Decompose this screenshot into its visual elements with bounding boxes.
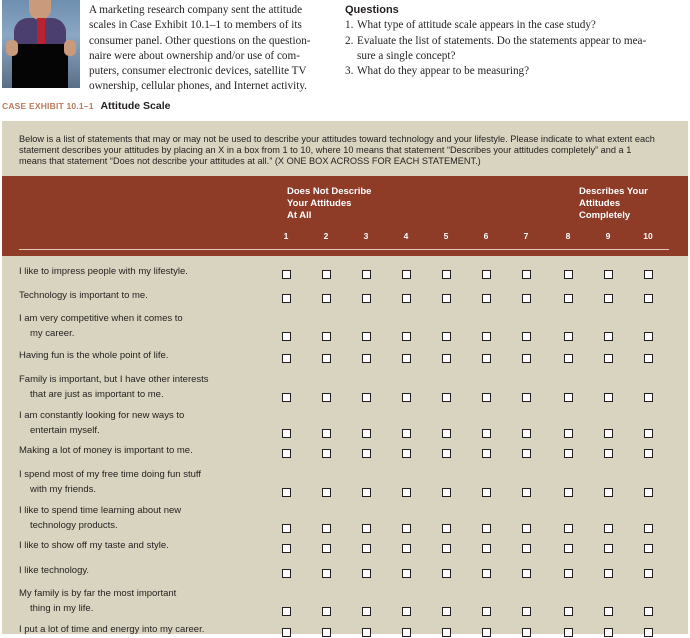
rating-checkbox-5[interactable] (442, 607, 451, 616)
rating-checkbox-2[interactable] (322, 270, 331, 279)
rating-checkbox-4[interactable] (402, 524, 411, 533)
high-anchor-line: Attitudes (579, 198, 621, 209)
statement-line: I like to show off my taste and style. (19, 540, 169, 551)
rating-checkbox-8[interactable] (564, 544, 573, 553)
rating-checkbox-8[interactable] (564, 294, 573, 303)
rating-checkbox-3[interactable] (362, 524, 371, 533)
photo-left-hand (6, 40, 18, 56)
photo-head (29, 0, 51, 20)
low-anchor-line: Does Not Describe (287, 186, 372, 197)
rating-checkbox-5[interactable] (442, 332, 451, 341)
rating-checkbox-7[interactable] (522, 607, 531, 616)
rating-checkbox-10[interactable] (644, 628, 653, 637)
statement-text (19, 539, 249, 554)
rating-checkbox-4[interactable] (402, 354, 411, 363)
rating-checkbox-9[interactable] (604, 294, 613, 303)
statement-line: technology products. (30, 519, 118, 531)
statement-line: my career. (30, 327, 75, 339)
scale-instructions: Below is a list of statements that may or may not be used to describe your attitudes toward technology and your lifestyle. Please indicate to what extent each statement describes your attitudes by placing an X in a box from 1 to 10, where 10 means that statement “Describes your attitudes completely” and a 1 means that statement “Does not describe your attitudes at all.” (X ONE BOX ACROSS FOR EACH STATEMENT.) (19, 134, 655, 167)
rating-checkbox-1[interactable] (282, 544, 291, 553)
rating-checkbox-8[interactable] (564, 524, 573, 533)
statement-line: Having fun is the whole point of life. (19, 350, 169, 361)
rating-checkbox-3[interactable] (362, 294, 371, 303)
high-anchor-line: Completely (579, 210, 631, 221)
rating-checkbox-5[interactable] (442, 569, 451, 578)
rating-checkbox-7[interactable] (522, 628, 531, 637)
rating-checkbox-9[interactable] (604, 354, 613, 363)
rating-checkbox-10[interactable] (644, 429, 653, 438)
rating-checkbox-8[interactable] (564, 569, 573, 578)
exhibit-title: Attitude Scale (100, 100, 171, 112)
intro-line: A marketing research company sent the attitude (89, 4, 303, 16)
rating-checkbox-4[interactable] (402, 569, 411, 578)
rating-checkbox-3[interactable] (362, 449, 371, 458)
question-item (345, 34, 690, 65)
rating-checkbox-3[interactable] (362, 354, 371, 363)
rating-checkbox-2[interactable] (322, 332, 331, 341)
rating-checkbox-6[interactable] (482, 628, 491, 637)
rating-checkbox-1[interactable] (282, 524, 291, 533)
rating-checkbox-6[interactable] (482, 294, 491, 303)
rating-checkbox-2[interactable] (322, 429, 331, 438)
businessman-photo (2, 0, 80, 88)
rating-checkbox-5[interactable] (442, 449, 451, 458)
rating-checkbox-9[interactable] (604, 270, 613, 279)
rating-checkbox-1[interactable] (282, 429, 291, 438)
question-item (345, 18, 690, 33)
rating-checkbox-1[interactable] (282, 488, 291, 497)
statement-line: with my friends. (30, 483, 96, 495)
rating-checkbox-7[interactable] (522, 332, 531, 341)
statement-text (19, 265, 249, 280)
rating-checkbox-10[interactable] (644, 354, 653, 363)
statement-line: that are just as important to me. (30, 388, 164, 400)
rating-checkbox-7[interactable] (522, 569, 531, 578)
rating-checkbox-6[interactable] (482, 488, 491, 497)
statement-line: Technology is important to me. (19, 290, 148, 301)
rating-checkbox-9[interactable] (604, 607, 613, 616)
rating-checkbox-1[interactable] (282, 354, 291, 363)
statement-line: My family is by far the most important (19, 588, 177, 599)
rating-checkbox-4[interactable] (402, 332, 411, 341)
rating-checkbox-9[interactable] (604, 524, 613, 533)
statement-text (19, 312, 249, 341)
rating-checkbox-8[interactable] (564, 628, 573, 637)
rating-checkbox-6[interactable] (482, 429, 491, 438)
rating-checkbox-6[interactable] (482, 332, 491, 341)
rating-checkbox-6[interactable] (482, 607, 491, 616)
question-text: What type of attitude scale appears in the case study? (357, 19, 596, 32)
rating-checkbox-3[interactable] (362, 270, 371, 279)
rating-checkbox-7[interactable] (522, 354, 531, 363)
rating-checkbox-10[interactable] (644, 488, 653, 497)
rating-checkbox-7[interactable] (522, 544, 531, 553)
statement-line: I like technology. (19, 565, 90, 576)
rating-checkbox-10[interactable] (644, 393, 653, 402)
rating-checkbox-8[interactable] (564, 607, 573, 616)
exhibit-tag: CASE EXHIBIT 10.1–1 (2, 101, 94, 111)
questions-title: Questions (345, 4, 399, 16)
rating-checkbox-10[interactable] (644, 270, 653, 279)
rating-checkbox-3[interactable] (362, 393, 371, 402)
rating-checkbox-6[interactable] (482, 270, 491, 279)
statement-line: I am constantly looking for new ways to (19, 410, 185, 421)
rating-checkbox-10[interactable] (644, 569, 653, 578)
scale-number: 7 (523, 231, 529, 241)
rating-checkbox-9[interactable] (604, 332, 613, 341)
question-text: What do they appear to be measuring? (357, 65, 530, 78)
rating-checkbox-10[interactable] (644, 294, 653, 303)
rating-checkbox-1[interactable] (282, 294, 291, 303)
statement-text (19, 504, 249, 533)
rating-checkbox-6[interactable] (482, 354, 491, 363)
question-number: 3. (345, 65, 354, 78)
rating-checkbox-6[interactable] (482, 524, 491, 533)
rating-checkbox-10[interactable] (644, 449, 653, 458)
rating-checkbox-2[interactable] (322, 354, 331, 363)
statement-text (19, 444, 249, 459)
intro-line: puters, consumer electronic devices, satellite TV (89, 65, 307, 78)
rating-checkbox-2[interactable] (322, 524, 331, 533)
scale-number: 10 (643, 231, 653, 241)
question-item (345, 64, 690, 79)
high-anchor-label (579, 186, 689, 222)
rating-checkbox-1[interactable] (282, 332, 291, 341)
rating-checkbox-8[interactable] (564, 393, 573, 402)
rating-checkbox-3[interactable] (362, 488, 371, 497)
rating-checkbox-10[interactable] (644, 544, 653, 553)
statement-line: entertain myself. (30, 424, 100, 436)
case-intro-text (89, 3, 327, 95)
rating-checkbox-2[interactable] (322, 569, 331, 578)
rating-checkbox-3[interactable] (362, 607, 371, 616)
scale-number: 2 (323, 231, 329, 241)
scale-number: 9 (605, 231, 611, 241)
rating-checkbox-5[interactable] (442, 544, 451, 553)
attitude-scale-panel (2, 121, 688, 634)
statement-text (19, 468, 249, 497)
rating-checkbox-1[interactable] (282, 393, 291, 402)
intro-line: naire were about ownership and/or use of com- (89, 49, 300, 62)
photo-blank-sign (12, 44, 68, 88)
rating-checkbox-1[interactable] (282, 607, 291, 616)
rating-checkbox-3[interactable] (362, 569, 371, 578)
rating-checkbox-7[interactable] (522, 488, 531, 497)
statement-line: I like to spend time learning about new (19, 505, 182, 516)
rating-checkbox-6[interactable] (482, 393, 491, 402)
rating-checkbox-2[interactable] (322, 544, 331, 553)
rating-checkbox-4[interactable] (402, 607, 411, 616)
rating-checkbox-4[interactable] (402, 393, 411, 402)
rating-checkbox-5[interactable] (442, 488, 451, 497)
rating-checkbox-8[interactable] (564, 429, 573, 438)
low-anchor-label (287, 186, 407, 222)
rating-checkbox-9[interactable] (604, 393, 613, 402)
rating-checkbox-2[interactable] (322, 607, 331, 616)
rating-checkbox-2[interactable] (322, 449, 331, 458)
rating-checkbox-5[interactable] (442, 294, 451, 303)
rating-checkbox-2[interactable] (322, 488, 331, 497)
rating-checkbox-7[interactable] (522, 524, 531, 533)
rating-checkbox-1[interactable] (282, 449, 291, 458)
rating-checkbox-10[interactable] (644, 524, 653, 533)
rating-checkbox-7[interactable] (522, 294, 531, 303)
header-divider (19, 249, 669, 250)
rating-checkbox-5[interactable] (442, 524, 451, 533)
question-number: 1. (345, 19, 354, 32)
rating-checkbox-8[interactable] (564, 449, 573, 458)
rating-checkbox-5[interactable] (442, 429, 451, 438)
rating-checkbox-5[interactable] (442, 393, 451, 402)
statement-line: Making a lot of money is important to me. (19, 445, 193, 456)
low-anchor-line: At All (287, 210, 312, 221)
statement-text (19, 409, 249, 438)
statement-text (19, 564, 249, 579)
rating-checkbox-7[interactable] (522, 393, 531, 402)
rating-checkbox-2[interactable] (322, 628, 331, 637)
rating-checkbox-6[interactable] (482, 569, 491, 578)
rating-checkbox-1[interactable] (282, 628, 291, 637)
rating-checkbox-5[interactable] (442, 354, 451, 363)
intro-line: ownership, cellular phones, and Internet activity. (89, 80, 307, 93)
scale-header-band (2, 176, 688, 256)
rating-checkbox-8[interactable] (564, 354, 573, 363)
statement-text (19, 373, 249, 402)
scale-number: 4 (403, 231, 409, 241)
rating-checkbox-1[interactable] (282, 569, 291, 578)
rating-checkbox-10[interactable] (644, 607, 653, 616)
statement-line: I spend most of my free time doing fun stuff (19, 469, 201, 480)
rating-checkbox-5[interactable] (442, 628, 451, 637)
statement-line: I am very competitive when it comes to (19, 313, 183, 324)
scale-number: 8 (565, 231, 571, 241)
scale-number: 3 (363, 231, 369, 241)
rating-checkbox-9[interactable] (604, 569, 613, 578)
scale-number: 1 (283, 231, 289, 241)
rating-checkbox-7[interactable] (522, 449, 531, 458)
rating-checkbox-4[interactable] (402, 449, 411, 458)
rating-checkbox-2[interactable] (322, 393, 331, 402)
question-text: Evaluate the list of statements. Do the statements appear to mea- (357, 34, 647, 47)
statement-text (19, 289, 249, 304)
rating-checkbox-4[interactable] (402, 429, 411, 438)
rating-checkbox-9[interactable] (604, 488, 613, 497)
rating-checkbox-6[interactable] (482, 449, 491, 458)
statement-text (19, 623, 249, 638)
photo-right-hand (64, 40, 76, 56)
intro-line: consumer panel. Other questions on the question- (89, 34, 311, 47)
rating-checkbox-5[interactable] (442, 270, 451, 279)
rating-checkbox-4[interactable] (402, 294, 411, 303)
statement-line: Family is important, but I have other interests (19, 374, 209, 385)
rating-checkbox-8[interactable] (564, 488, 573, 497)
rating-checkbox-6[interactable] (482, 544, 491, 553)
statement-line: I put a lot of time and energy into my career. (19, 624, 205, 635)
rating-checkbox-9[interactable] (604, 429, 613, 438)
statement-text (19, 349, 249, 364)
scale-number-row (2, 231, 688, 245)
rating-checkbox-9[interactable] (604, 449, 613, 458)
scale-number: 6 (483, 231, 489, 241)
scale-number: 5 (443, 231, 449, 241)
question-text: sure a single concept? (357, 49, 456, 62)
rating-checkbox-4[interactable] (402, 488, 411, 497)
rating-checkbox-8[interactable] (564, 270, 573, 279)
statement-line: thing in my life. (30, 602, 94, 614)
statement-line: I like to impress people with my lifestyle. (19, 266, 188, 277)
rating-checkbox-1[interactable] (282, 270, 291, 279)
rating-checkbox-4[interactable] (402, 544, 411, 553)
rating-checkbox-3[interactable] (362, 544, 371, 553)
rating-checkbox-9[interactable] (604, 628, 613, 637)
rating-checkbox-7[interactable] (522, 270, 531, 279)
statement-text (19, 587, 249, 616)
exhibit-caption (2, 100, 170, 112)
high-anchor-line: Describes Your (579, 186, 648, 197)
rating-checkbox-7[interactable] (522, 429, 531, 438)
questions-list (345, 18, 690, 79)
rating-checkbox-4[interactable] (402, 628, 411, 637)
rating-checkbox-9[interactable] (604, 544, 613, 553)
questions-section (345, 3, 690, 79)
question-number: 2. (345, 34, 354, 47)
rating-checkbox-10[interactable] (644, 332, 653, 341)
intro-line: scales in Case Exhibit 10.1–1 to members of its (89, 19, 302, 32)
rating-checkbox-3[interactable] (362, 429, 371, 438)
rating-checkbox-3[interactable] (362, 628, 371, 637)
rating-checkbox-2[interactable] (322, 294, 331, 303)
rating-checkbox-4[interactable] (402, 270, 411, 279)
rating-checkbox-8[interactable] (564, 332, 573, 341)
low-anchor-line: Your Attitudes (287, 198, 352, 209)
rating-checkbox-3[interactable] (362, 332, 371, 341)
